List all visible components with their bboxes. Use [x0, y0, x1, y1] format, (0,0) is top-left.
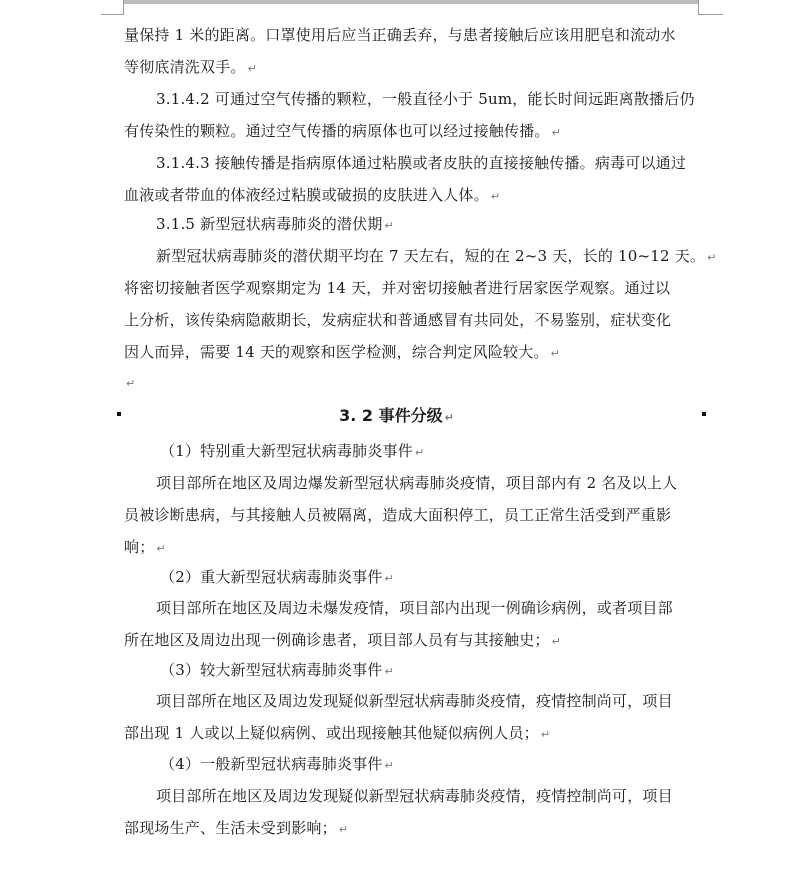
subsection-title: 3.1.5 新型冠状病毒肺炎的潜伏期 ↵ — [156, 215, 394, 233]
event-level-title: （1）特别重大新型冠状病毒肺炎事件 ↵ — [160, 442, 425, 460]
event-level-title: （3）较大新型冠状病毒肺炎事件 ↵ — [160, 661, 394, 679]
text-line: 项目部所在地区及周边爆发新型冠状病毒肺炎疫情，项目部内有 2 名及以上人 — [156, 474, 678, 492]
paragraph-mark: ↵ — [126, 377, 136, 390]
paragraph-mark: ↵ — [490, 190, 501, 203]
text-line: 所在地区及周边出现一例确诊患者，项目部人员有与其接触史； ↵ — [124, 631, 562, 649]
text-line: 有传染性的颗粒。通过空气传播的病原体也可以经过接触传播。 ↵ — [124, 122, 562, 140]
text-line: 3.1.4.3 接触传播是指病原体通过粘膜或者皮肤的直接接触传播。病毒可以通过 — [156, 154, 687, 172]
text-line: 血液或者带血的体液经过粘膜或破损的皮肤进入人体。 ↵ — [124, 186, 501, 204]
paragraph-mark: ↵ — [550, 347, 561, 360]
paragraph-mark: ↵ — [384, 219, 394, 232]
paragraph-mark: ↵ — [414, 446, 425, 459]
paragraph-mark: ↵ — [338, 823, 349, 836]
text-line: 响； ↵ — [124, 538, 166, 556]
text-line: 项目部所在地区及周边未爆发疫情，项目部内出现一例确诊病例，或者项目部 — [156, 599, 673, 617]
paragraph-mark: ↵ — [707, 251, 717, 264]
text-line: 将密切接触者医学观察期定为 14 天，并对密切接触者进行居家医学观察。通过以 — [124, 279, 671, 297]
text-line: 部出现 1 人或以上疑似病例、或出现接触其他疑似病例人员； ↵ — [124, 724, 551, 742]
text-line: 3.1.4.2 可通过空气传播的颗粒，一般直径小于 5um，能长时间远距离散播后仍 — [156, 90, 695, 108]
margin-corner-left — [101, 0, 124, 15]
page-top-edge — [123, 0, 698, 4]
paragraph-mark: ↵ — [384, 665, 394, 678]
text-line: 因人而异，需要 14 天的观察和医学检测，综合判定风险较大。 ↵ — [124, 343, 561, 361]
section-heading: 3. 2 事件分级 ↵ — [339, 406, 454, 425]
text-line: 新型冠状病毒肺炎的潜伏期平均在 7 天左右，短的在 2~3 天，长的 10~12 天。 ↵ — [156, 247, 717, 265]
paragraph-mark: ↵ — [156, 542, 166, 555]
text-line: 量保持 1 米的距离。口罩使用后应当正确丢弃，与患者接触后应该用肥皂和流动水 — [124, 26, 676, 44]
paragraph-mark: ↵ — [384, 572, 394, 585]
text-line: 等彻底清洗双手。 ↵ — [124, 58, 258, 76]
paragraph-mark: ↵ — [551, 126, 562, 139]
paragraph-mark: ↵ — [540, 728, 551, 741]
text-line: 员被诊断患病，与其接触人员被隔离，造成大面积停工，员工正常生活受到严重影 — [124, 506, 672, 524]
event-level-title: （4）一般新型冠状病毒肺炎事件 ↵ — [160, 755, 394, 773]
text-line: 项目部所在地区及周边发现疑似新型冠状病毒肺炎疫情，疫情控制尚可，项目 — [156, 692, 673, 710]
text-line: 项目部所在地区及周边发现疑似新型冠状病毒肺炎疫情，疫情控制尚可，项目 — [156, 787, 673, 805]
paragraph-mark: ↵ — [444, 411, 454, 424]
event-level-title: （2）重大新型冠状病毒肺炎事件 ↵ — [160, 568, 394, 586]
paragraph-mark: ↵ — [384, 759, 394, 772]
text-line: 上分析，该传染病隐蔽期长，发病症状和普通感冒有共同处，不易鉴别，症状变化 — [124, 311, 672, 329]
paragraph-mark: ↵ — [247, 62, 258, 75]
text-line: 部现场生产、生活未受到影响； ↵ — [124, 819, 349, 837]
empty-line — [124, 371, 135, 395]
paragraph-mark: ↵ — [551, 635, 562, 648]
heading-bullet — [702, 412, 706, 416]
margin-corner-right — [698, 0, 723, 15]
